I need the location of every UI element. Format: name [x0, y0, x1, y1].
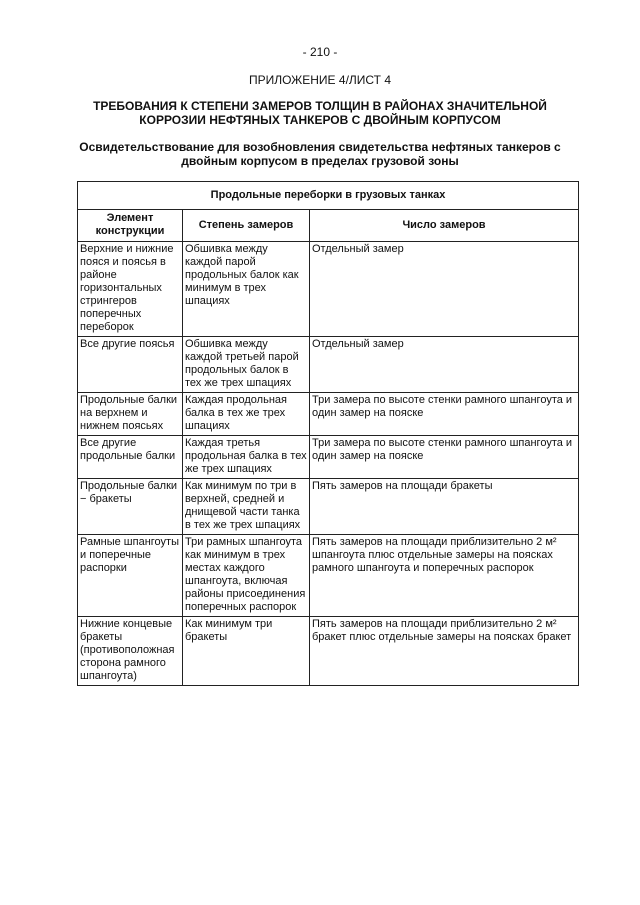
cell-count: Отдельный замер	[310, 337, 579, 393]
requirements-table	[77, 181, 579, 686]
header-count: Число замеров	[310, 210, 579, 242]
cell-element: Продольные балки − бракеты	[78, 479, 183, 535]
table-header-row	[78, 210, 579, 242]
table-row	[78, 337, 579, 393]
cell-count: Пять замеров на площади бракеты	[310, 479, 579, 535]
cell-count: Три замера по высоте стенки рамного шпангоута и один замер на пояске	[310, 436, 579, 479]
cell-element: Все другие продольные балки	[78, 436, 183, 479]
cell-extent: Обшивка между каждой парой продольных балок как минимум в трех шпациях	[183, 242, 310, 337]
cell-count: Пять замеров на площади приблизительно 2 м² шпангоута плюс отдельные замеры на поясках рамного шпангоута и поперечных распорок	[310, 535, 579, 617]
cell-extent: Три рамных шпангоута как минимум в трех местах каждого шпангоута, включая районы присоединения поперечных распорок	[183, 535, 310, 617]
header-extent: Степень замеров	[183, 210, 310, 242]
cell-count: Три замера по высоте стенки рамного шпангоута и один замер на пояске	[310, 393, 579, 436]
cell-element: Продольные балки на верхнем и нижнем поясьях	[78, 393, 183, 436]
cell-count: Пять замеров на площади приблизительно 2 м² бракет плюс отдельные замеры на поясках бракет	[310, 617, 579, 686]
cell-extent: Каждая третья продольная балка в тех же трех шпациях	[183, 436, 310, 479]
appendix-label: ПРИЛОЖЕНИЕ 4/ЛИСТ 4	[248, 73, 392, 87]
document-title: ТРЕБОВАНИЯ К СТЕПЕНИ ЗАМЕРОВ ТОЛЩИН В РАЙОНАХ ЗНАЧИТЕЛЬНОЙ КОРРОЗИИ НЕФТЯНЫХ ТАНКЕРОВ С ДВОЙНЫМ КОРПУСОМ	[93, 99, 547, 127]
table-row	[78, 393, 579, 436]
table-row	[78, 535, 579, 617]
table-row	[78, 436, 579, 479]
cell-count: Отдельный замер	[310, 242, 579, 337]
table-row	[78, 617, 579, 686]
cell-extent: Как минимум по три в верхней, средней и днищевой части танка в тех же трех шпациях	[183, 479, 310, 535]
table-row	[78, 242, 579, 337]
cell-element: Нижние концевые бракеты (противоположная сторона рамного шпангоута)	[78, 617, 183, 686]
cell-extent: Каждая продольная балка в тех же трех шпациях	[183, 393, 310, 436]
table-row	[78, 479, 579, 535]
page-number: - 210 -	[302, 45, 338, 59]
cell-element: Верхние и нижние пояся и поясья в районе горизонтальных стрингеров поперечных переборок	[78, 242, 183, 337]
cell-extent: Как минимум три бракеты	[183, 617, 310, 686]
table-caption-row	[78, 182, 579, 210]
cell-extent: Обшивка между каждой третьей парой продольных балок в тех же трех шпациях	[183, 337, 310, 393]
document-subtitle: Освидетельствование для возобновления свидетельства нефтяных танкеров с двойным корпусом в пределах грузовой зоны	[79, 140, 561, 168]
cell-element: Все другие пояcья	[78, 337, 183, 393]
table-caption: Продольные переборки в грузовых танках	[78, 182, 579, 210]
cell-element: Рамные шпангоуты и поперечные распорки	[78, 535, 183, 617]
header-element: Элемент конструкции	[78, 210, 183, 242]
